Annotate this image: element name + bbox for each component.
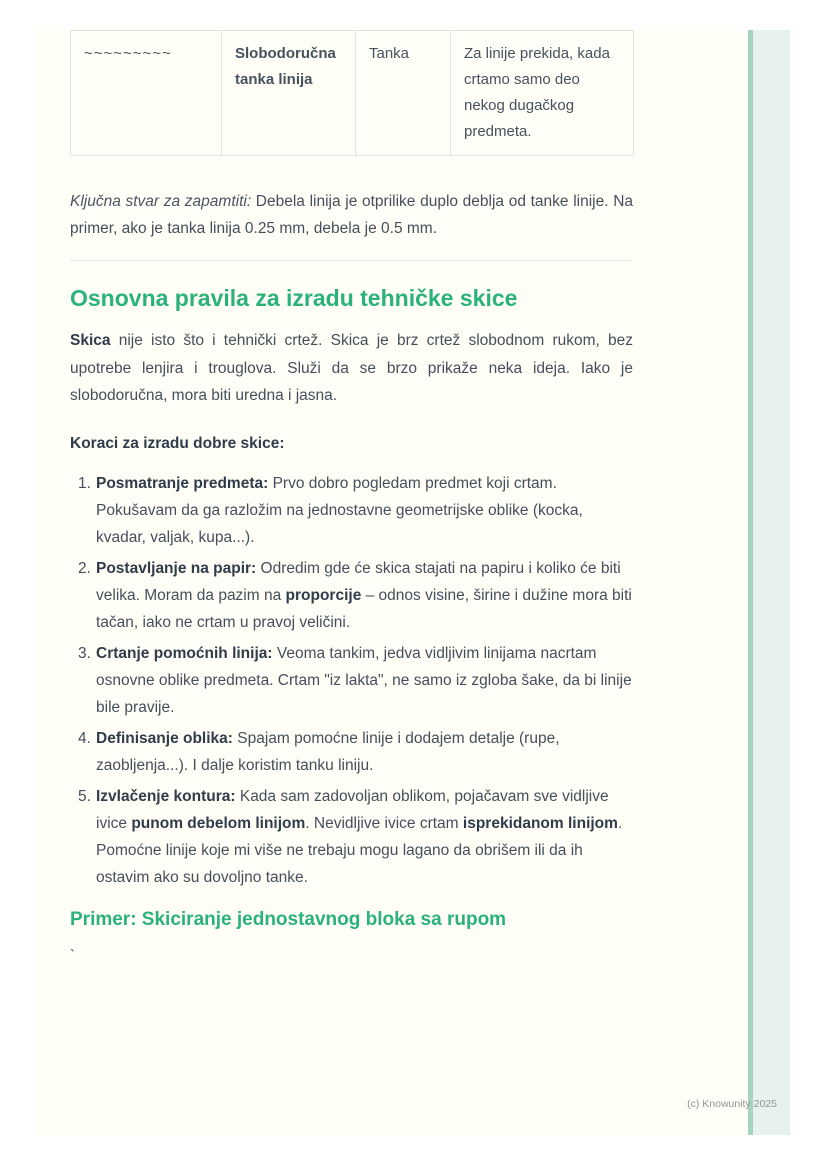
key-note-lead: Ključna stvar za zapamtiti: xyxy=(70,193,252,210)
step-body: – odnos visine, širine i dužine mora biti tačan, iako ne crtam u pravoj veličini. xyxy=(96,586,632,631)
section-title: Osnovna pravila za izradu tehničke skice xyxy=(70,285,518,311)
step-number: 5. xyxy=(78,787,91,805)
step-number: 2. xyxy=(78,559,91,577)
step-body: Odredim gde će skica stajati na papiru i koliko će biti velika. Moram da pazim na xyxy=(96,559,621,604)
copyright-notice: (c) Knowunity 2025 xyxy=(687,1098,777,1110)
list-item xyxy=(70,640,633,721)
step-bold-lead: Izvlačenje kontura: xyxy=(96,787,236,805)
step-bold-lead: Postavljanje na papir: xyxy=(96,559,257,577)
list-item xyxy=(70,555,633,636)
list-item xyxy=(70,783,633,891)
page-edge-accent-strip xyxy=(748,30,790,1135)
line-thickness-cell xyxy=(356,31,451,156)
step-bold-lead: Posmatranje predmeta: xyxy=(96,474,269,492)
steps-list xyxy=(70,470,633,891)
step-body: . Nevidljive ivice crtam xyxy=(305,814,463,832)
list-item xyxy=(70,470,633,551)
step-bold-inline: isprekidanom linijom xyxy=(462,814,618,832)
line-name-cell xyxy=(222,31,356,156)
freehand-line-symbol: ~~~~~~~~~ xyxy=(84,45,172,62)
step-bold-inline: proporcije xyxy=(285,586,362,604)
step-number: 3. xyxy=(78,644,91,662)
line-symbol-cell xyxy=(71,31,222,156)
step-body: Veoma tankim, jedva vidljivim linijama nacrtam osnovne oblike predmeta. Crtam "iz lakta", ne samo iz zgloba šake, da bi linije bile pravije. xyxy=(96,644,632,716)
steps-heading: Koraci za izradu dobre skice: xyxy=(70,434,285,452)
table-row xyxy=(71,31,634,156)
line-name: Slobodoručna tanka linija xyxy=(235,45,336,88)
document-content xyxy=(70,30,633,964)
step-text xyxy=(96,640,633,721)
step-number: 1. xyxy=(78,474,91,492)
key-note-text: Debela linija je otprilike duplo deblja od tanke linije. Na primer, ako je tanka linija 0.25 mm, debela je 0.5 mm. xyxy=(70,193,634,237)
line-usage: Za linije prekida, kada crtamo samo deo nekog dugačkog predmeta. xyxy=(464,45,610,140)
list-item xyxy=(70,725,633,779)
step-body: . Pomoćne linije koje mi više ne trebaju mogu lagano da obrišem ili da ih ostavim ako su dovoljno tanke. xyxy=(96,814,623,886)
intro-bold-lead: Skica xyxy=(70,332,111,349)
step-text xyxy=(96,470,633,551)
step-bold-lead: Definisanje oblika: xyxy=(96,729,233,747)
key-note-paragraph xyxy=(70,188,633,242)
intro-paragraph xyxy=(70,327,633,410)
step-body: Kada sam zadovoljan oblikom, pojačavam sve vidljive ivice xyxy=(96,787,609,832)
step-text xyxy=(96,555,633,636)
step-number: 4. xyxy=(78,729,91,747)
intro-text: nije isto što i tehnički crtež. Skica je brz crtež slobodnom rukom, bez upotrebe lenjira i trouglova. Služi da se brzo prikaže neka ideja. Iako je slobodoručna, mora biti uredna i jasna. xyxy=(70,332,633,404)
stray-backtick: ` xyxy=(70,946,75,964)
step-text xyxy=(96,783,633,891)
section-divider xyxy=(70,260,633,261)
step-bold-lead: Crtanje pomoćnih linija: xyxy=(96,644,273,662)
step-body: Prvo dobro pogledam predmet koji crtam. Pokušavam da ga razložim na jednostavne geometrijske oblike (kocka, kvadar, valjak, kupa...). xyxy=(96,474,583,546)
example-section-title: Primer: Skiciranje jednostavnog bloka sa rupom xyxy=(70,908,507,930)
line-thickness: Tanka xyxy=(369,45,410,62)
document-page xyxy=(36,30,790,1135)
step-text xyxy=(96,725,633,779)
line-usage-cell xyxy=(451,31,634,156)
step-body: Spajam pomoćne linije i dodajem detalje (rupe, zaobljenja...). I dalje koristim tanku liniju. xyxy=(96,729,560,774)
line-types-table xyxy=(70,30,634,156)
step-bold-inline: punom debelom linijom xyxy=(131,814,306,832)
